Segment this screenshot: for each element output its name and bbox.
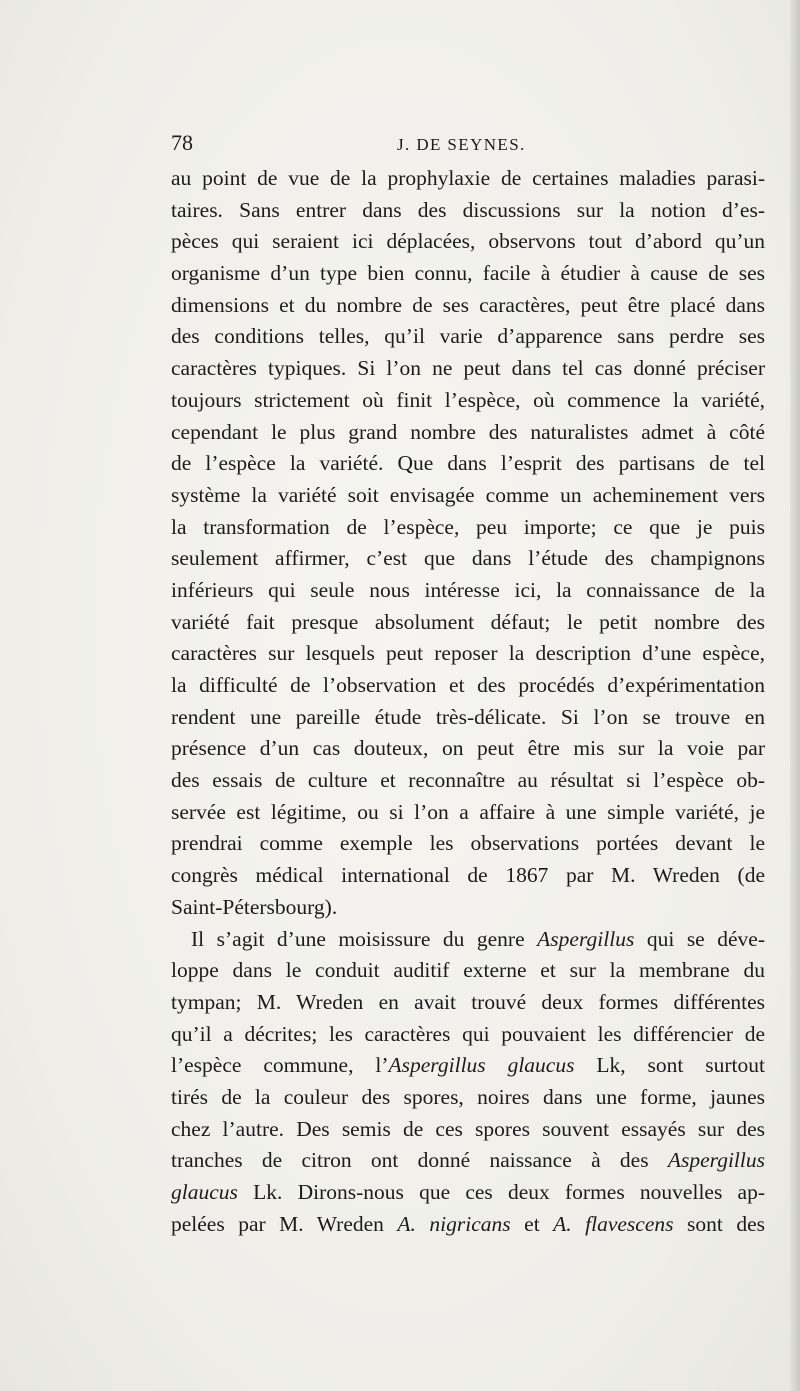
text-segment: cependant le plus grand nombre des naturalistes admet à côté [171, 419, 765, 444]
text-segment: caractères sur lesquels peut reposer la description d’une espèce, [171, 641, 765, 666]
text-segment: système la variété soit envisagée comme un acheminement vers [171, 482, 765, 507]
text-line [171, 385, 765, 417]
text-segment: congrès médical international de 1867 par M. Wreden (de [171, 863, 765, 888]
text-line [171, 226, 765, 258]
page-number: 78 [171, 130, 193, 155]
body-text [171, 163, 765, 1240]
text-segment: sont des [673, 1211, 765, 1236]
text-segment: au point de vue de la prophylaxie de certaines maladies parasi- [171, 166, 765, 190]
text-line [171, 543, 765, 575]
text-line [171, 733, 765, 765]
text-line [171, 448, 765, 480]
text-line [171, 480, 765, 512]
text-segment: la difficulté de l’observation et des procédés d’expérimentation [171, 673, 765, 697]
text-line [171, 163, 765, 195]
text-line [171, 638, 765, 670]
text-segment: tympan; M. Wreden en avait trouvé deux formes différentes [171, 989, 765, 1014]
italic-text: glaucus [171, 1180, 238, 1204]
text-segment: chez l’autre. Des semis de ces spores souvent essayés sur des [171, 1116, 765, 1141]
text-line [171, 321, 765, 353]
text-line [171, 765, 765, 797]
text-line [171, 670, 765, 702]
text-line [171, 258, 765, 290]
text-segment: tranches de citron ont donné naissance à des [171, 1148, 668, 1173]
text-line [171, 607, 765, 639]
text-segment: la transformation de l’espèce, peu importe; ce que je puis [171, 514, 765, 539]
text-line [171, 702, 765, 734]
text-segment: organisme d’un type bien connu, facile à étudier à cause de ses [171, 261, 765, 286]
text-line [171, 353, 765, 385]
text-line [171, 575, 765, 607]
text-line [171, 1209, 765, 1241]
text-line [171, 1050, 765, 1082]
text-segment: rendent une pareille étude très-délicate. Si l’on se trouve en [171, 704, 765, 729]
running-head: J. DE SEYNES. [397, 135, 526, 154]
text-segment: toujours strictement où finit l’espèce, où commence la variété, [171, 387, 765, 412]
text-segment: présence d’un cas douteux, on peut être mis sur la voie par [171, 736, 765, 761]
text-segment: inférieurs qui seule nous intéresse ici, la connaissance de la [171, 577, 765, 602]
text-segment: de l’espèce la variété. Que dans l’esprit des partisans de tel [171, 451, 765, 476]
text-segment: variété fait presque absolument défaut; le petit nombre des [171, 609, 765, 634]
text-segment: Il s’agit d’une moisissure du genre [191, 926, 538, 951]
text-line [171, 1177, 765, 1209]
text-line [171, 1082, 765, 1114]
text-segment: qui se déve- [634, 926, 765, 951]
text-line [171, 955, 765, 987]
text-line [171, 987, 765, 1019]
italic-text: Aspergillus [537, 926, 635, 951]
text-segment: caractères typiques. Si l’on ne peut dans tel cas donné préciser [171, 356, 765, 381]
text-segment: prendrai comme exemple les observations portées devant le [171, 831, 765, 856]
text-line [171, 892, 765, 924]
text-segment: pelées par M. Wreden [171, 1211, 398, 1236]
text-line [171, 290, 765, 322]
text-line [171, 1019, 765, 1051]
text-line [171, 417, 765, 449]
text-segment: loppe dans le conduit auditif externe et sur la membrane du [171, 958, 765, 983]
text-segment: Lk. Dirons-nous que ces deux formes nouvelles ap- [237, 1180, 765, 1204]
text-segment: servée est légitime, ou si l’on a affaire à une simple variété, je [171, 799, 765, 824]
text-segment: l’espèce commune, l’ [171, 1053, 389, 1078]
text-segment: Lk, sont surtout [574, 1053, 765, 1078]
text-segment: et [510, 1211, 554, 1236]
text-line [171, 797, 765, 829]
page-edge [790, 0, 800, 1391]
text-line [171, 195, 765, 227]
text-line [171, 860, 765, 892]
text-line [171, 924, 765, 956]
text-segment: seulement affirmer, c’est que dans l’étude des champignons [171, 546, 765, 571]
text-segment: pèces qui seraient ici déplacées, observons tout d’abord qu’un [171, 229, 765, 254]
text-segment: taires. Sans entrer dans des discussions sur la notion d’es- [171, 197, 765, 222]
text-segment: qu’il a décrites; les caractères qui pouvaient les différencier de [171, 1021, 765, 1046]
text-line [171, 512, 765, 544]
text-line [171, 828, 765, 860]
text-line [171, 1114, 765, 1146]
text-segment: dimensions et du nombre de ses caractères, peut être placé dans [171, 292, 765, 317]
italic-text: A. nigricans [397, 1211, 511, 1236]
text-line [171, 1145, 765, 1177]
text-segment: tirés de la couleur des spores, noires dans une forme, jaunes [171, 1084, 765, 1109]
italic-text: A. flavescens [553, 1211, 674, 1236]
text-segment: des essais de culture et reconnaître au résultat si l’espèce ob- [171, 768, 765, 793]
page-header [171, 128, 765, 164]
text-segment: Saint-Pétersbourg). [171, 894, 338, 919]
text-segment: des conditions telles, qu’il varie d’apparence sans perdre ses [171, 324, 765, 349]
italic-text: Aspergillus [667, 1148, 765, 1173]
italic-text: Aspergillus glaucus [388, 1053, 575, 1078]
